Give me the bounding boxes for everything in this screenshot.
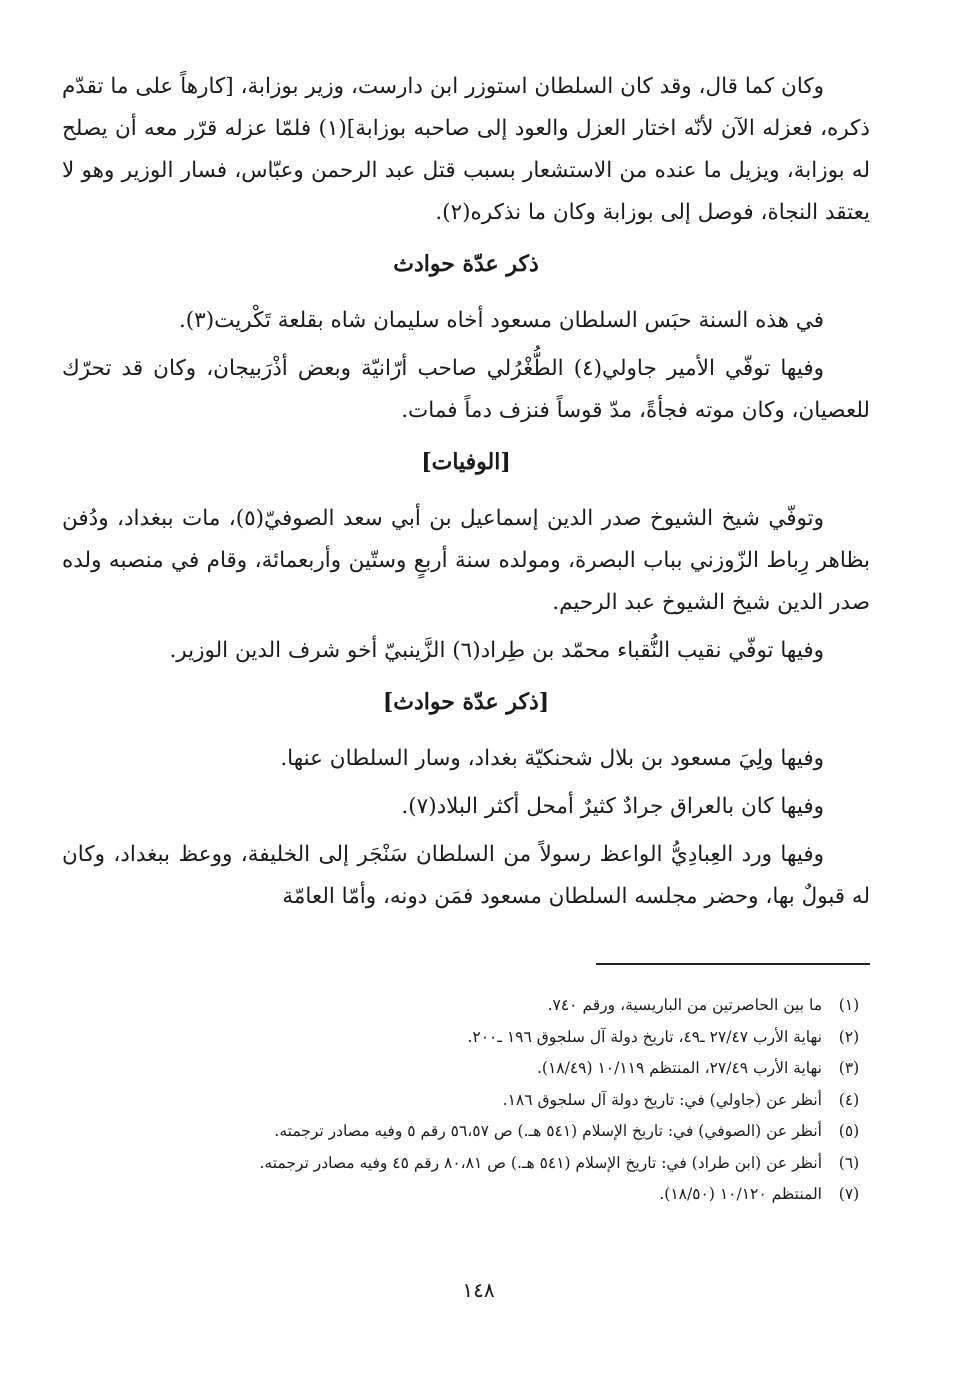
footnote-text: ما بين الحاصرتين من الباريسية، ورقم ٧٤٠.: [547, 996, 822, 1014]
paragraph-6: وفيها ولِيَ مسعود بن بلال شحنكيّة بغداد، وسار السلطان عنها.: [280, 746, 824, 771]
paragraph-3: وفيها توفّي الأمير جاولي(٤) الطُّغْرُلي صاحب أرّانيّة وبعض أذْرَبيجان، وكان قد تحرّك للعصيان، وكان موته فجأةً، مدّ قوساً فنزف دماً فمات.: [62, 356, 870, 423]
footnote-number: (٥): [838, 1122, 860, 1140]
footnote-text: نهاية الأرب ٢٧/٤٧ ـ٤٩، تاريخ دولة آل سلجوق ١٩٦ ـ٢٠٠.: [467, 1027, 822, 1046]
paragraph-7: وفيها كان بالعراق جرادٌ كثيرٌ أمحل أكثر البلاد(٧).: [401, 794, 824, 819]
footnote-number: (٦): [838, 1153, 860, 1172]
footnote: [62, 1085, 876, 1117]
footnote-number: (٤): [838, 1090, 860, 1109]
page-number: ١٤٨: [462, 1278, 495, 1302]
section-heading-deaths: [الوفيات]: [421, 449, 511, 475]
paragraph-1: وكان كما قال، وقد كان السلطان استوزر ابن دارست، وزير بوزابة، [كارهاً على ما تقدّم ذكره، فعزله الآن لأنّه اختار العزل والعود إلى صاحبه بوزابة](١) فلمّا عزله قرّر معه أن يصلح له بوزابة، ويزيل ما عنده من الاستشعار بسبب قتل عبد الرحمن وعبّاس، فسار الوزير وهو لا يعتقد النجاة، فوصل إلى بوزابة وكان ما نذكره(٢).: [62, 74, 870, 225]
footnote: [62, 1116, 876, 1148]
footnote-text: أنظر عن (ابن طراد) في: تاريخ الإسلام (٥٤١ هـ.) ص ٨٠،٨١ رقم ٤٥ وفيه مصادر ترجمته.: [259, 1153, 822, 1172]
main-text: [62, 66, 870, 924]
footnote: [62, 1053, 876, 1085]
footnote-text: أنظر عن (جاولي) في: تاريخ دولة آل سلجوق ١٨٦.: [502, 1090, 822, 1109]
section-heading-events-2: [ذكر عدّة حوادث]: [382, 689, 550, 715]
paragraph-2: في هذه السنة حبَس السلطان مسعود أخاه سليمان شاه بقلعة تَكْريت(٣).: [178, 308, 824, 333]
paragraph-8: وفيها ورد العِبادِيُّ الواعظ رسولاً من السلطان سَنْجَر إلى الخليفة، ووعظ ببغداد، وكان له قبولٌ بها، وحضر مجلسه السلطان مسعود فمَن دونه، وأمّا العامّة: [62, 842, 870, 909]
footnote-number: (٢): [838, 1027, 860, 1046]
footnote: [62, 1148, 876, 1180]
footnote: [62, 990, 876, 1022]
footnote: [62, 1179, 876, 1211]
footnote-text: أنظر عن (الصوفي) في: تاريخ الإسلام (٥٤١ هـ.) ص ٥٦،٥٧ رقم ٥ وفيه مصادر ترجمته.: [274, 1122, 822, 1140]
section-heading-events: ذكر عدّة حوادث: [393, 251, 539, 277]
footnote: [62, 1022, 876, 1054]
paragraph-4: وتوفّي شيخ الشيوخ صدر الدين إسماعيل بن أبي سعد الصوفيّ(٥)، مات ببغداد، ودُفن بظاهر رِباط الزّوزني بباب البصرة، ومولده سنة أربعٍ وستّين وأربعمائة، وقام في منصبه ولده صدر الدين شيخ الشيوخ عبد الرحيم.: [62, 506, 870, 615]
footnote-number: (٧): [838, 1185, 860, 1203]
footnote-text: المنتظم ١٠/١٢٠ (١٨/٥٠).: [659, 1185, 822, 1203]
footnotes: [62, 990, 876, 1211]
footnote-text: نهاية الأرب ٢٧/٤٩، المنتظم ١٠/١١٩ (١٨/٤٩).: [536, 1059, 822, 1077]
footnote-number: (١): [838, 996, 860, 1014]
footnote-number: (٣): [838, 1059, 860, 1077]
paragraph-5: وفيها توفّي نقيب النُّقباء محمّد بن طِراد(٦) الزَّينبيّ أخو شرف الدين الوزير.: [169, 638, 824, 663]
footnote-divider: [596, 963, 870, 965]
